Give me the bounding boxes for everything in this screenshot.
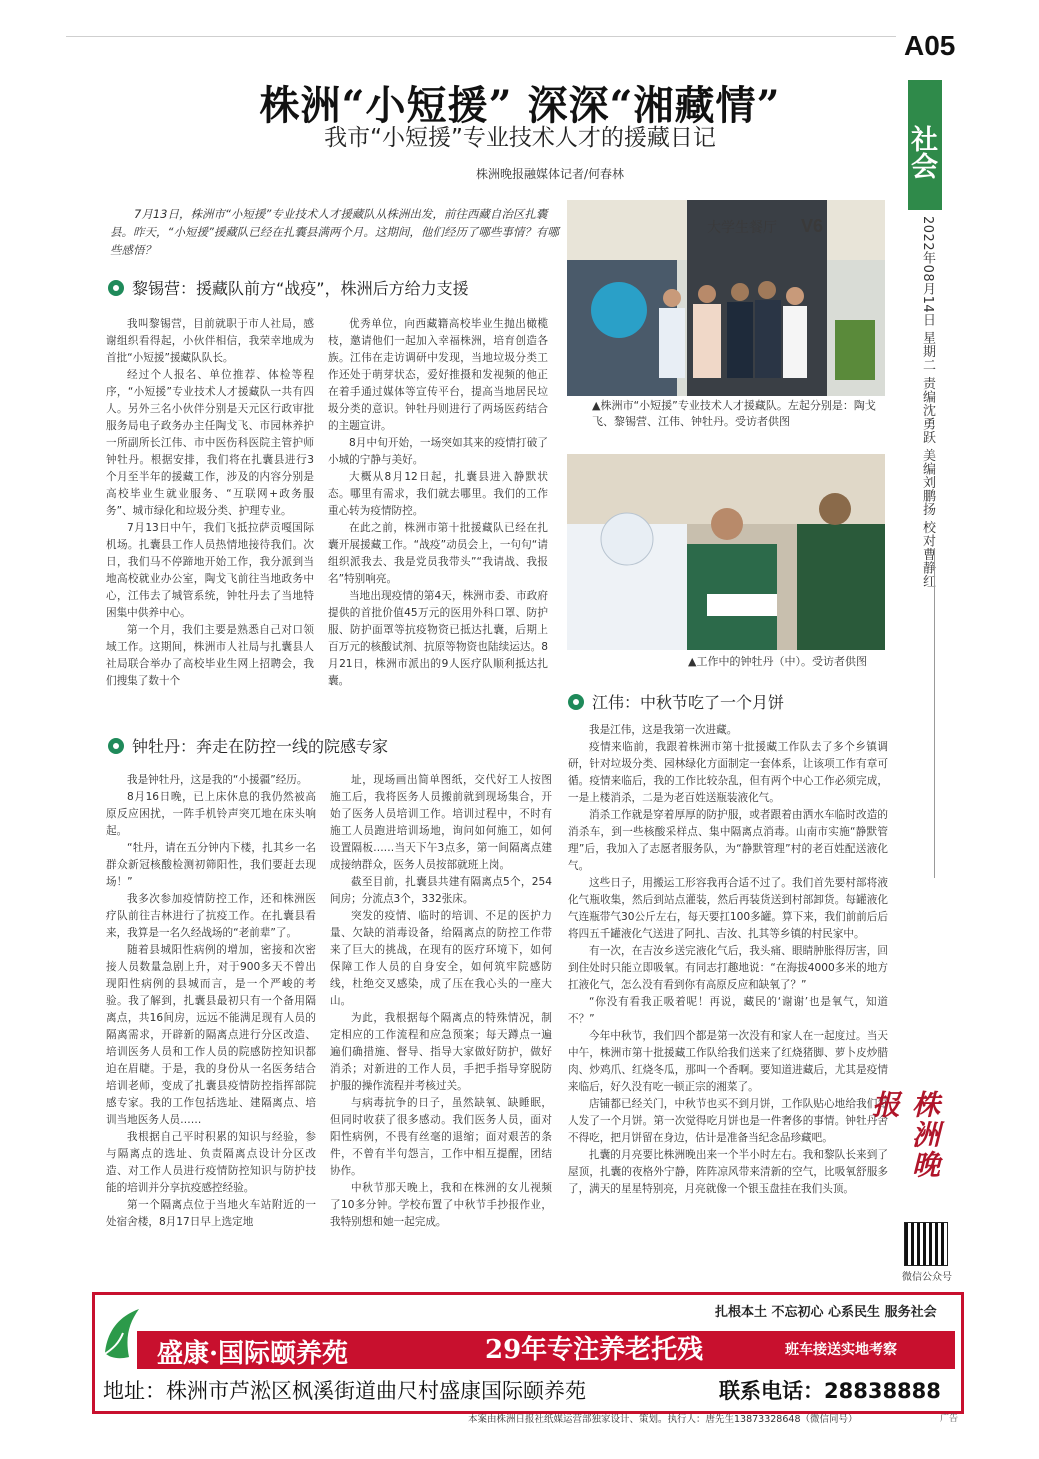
ad-motto: 扎根本土 不忘初心 心系民生 服务社会: [715, 1305, 937, 1320]
ad-footer: 本案由株洲日报社纸媒运营部独家设计、策划。执行人：唐先生13873328648（微信同号）: [468, 1414, 858, 1425]
ad-phone-label: 联系电话：: [719, 1379, 824, 1403]
paragraph: 随着县城阳性病例的增加，密接和次密接人员数量急剧上升，对于900多天不曾出现阳性病例的县城而言，是一个严峻的考验。我了解到，扎囊县最初只有一个备用隔离点，共16间房，远远不能满足现有人员的隔离需求，开辟新的隔离点进行分区改造、培训医务人员和工作人员的院感防控知识都迫在眉睫。于是，我的身份从一名医务结合培训老师，变成了扎囊县疫情防控指挥部院感专家。我的工作包括选址、建隔离点、培训当地医务人员……: [106, 944, 316, 1126]
margin-rule: [934, 548, 935, 878]
headline: 株洲“小短援” 深深“湘藏情”: [259, 82, 781, 129]
svg-text:V6: V6: [801, 216, 824, 236]
work-photo-caption: ▲工作中的钟牡丹（中）。受访者供图: [688, 655, 867, 668]
section-title: 黎锡营：援藏队前方“战疫”，株洲后方给力支援: [132, 279, 469, 298]
ad-tag: 广告: [940, 1414, 959, 1424]
section-jiang-col: [568, 722, 888, 1198]
section-li-col2: [328, 316, 548, 690]
paragraph: 7月13日中午，我们飞抵拉萨贡嘎国际机场。扎囊县工作人员热情地接待我们。次日，我们马不停蹄地开始工作，我分派到当地高校就业办公室，陶戈飞前往当地政务中心，江伟去了城管系统，钟牡丹去了当地特困集中供养中心。: [106, 522, 314, 619]
paragraph: 与病毒抗争的日子，虽然缺氧、缺睡眠，但同时收获了很多感动。我们医务人员，面对阳性病例，不畏有丝毫的退缩；面对艰苦的条件，不曾有半句怨言，工作中相互提醒，团结协作。: [330, 1097, 552, 1177]
paragraph: 第一个隔离点位于当地火车站附近的一处宿舍楼，8月17日早上选定地: [106, 1199, 316, 1228]
dateline: 2022年08月14日 星期二 责编沈勇跃 美编刘鹏扬 校对曹静红: [920, 216, 935, 589]
paragraph: 当地出现疫情的第4天，株洲市委、市政府提供的首批价值45万元的医用外科口罩、防护服、防护面罩等抗疫物资已抵达扎囊，后期上百万元的核酸试剂、抗原等物资也陆续运达。8月21日，株洲市派出的9人医疗队顺利抵达扎囊。: [328, 590, 548, 687]
paragraph: 我是江伟，这是我第一次进藏。: [589, 724, 738, 736]
paragraph: 有一次，在吉汝乡送完液化气后，我头痛、眼睛肿胀得厉害，回到住处时只能立即吸氧。有同志打趣地说：“在海拔4000多米的地方扛液化气，怎么没有看到你有高原反应和缺氧了？”: [568, 945, 888, 991]
section-li-col1: [106, 316, 314, 690]
top-rule: [66, 36, 896, 37]
bullet-icon: [568, 694, 584, 710]
paragraph: 这些日子，用搬运工形容我再合适不过了。我们首先要村部将液化气瓶收集，然后到站点灌装，然后再装货送到村部卸货。每罐液化气连瓶带气30公斤左右，每天要扛100多罐。算下来，我们前前后后将四五千罐液化气送进了阿扎、吉汝、扎其等乡镇的村民家中。: [568, 877, 888, 940]
subheadline: 我市“小短援”专业技术人才的援藏日记: [324, 125, 716, 151]
paragraph: 址，现场画出简单图纸，交代好工人按图施工后，我将医务人员搬前就到现场集合，开始了医务人员培训工作。培训过程中，不时有施工人员跑进培训场地，询问如何施工，如何设置隔板……当天下午3点多，第一间隔离点建成接纳群众，医务人员按部就班上岗。: [330, 774, 552, 871]
section-heading-zhong: [108, 734, 388, 757]
ad-slogan-shuttle: 班车接送实地考察: [785, 1342, 897, 1358]
work-photo: [567, 454, 885, 650]
advertisement[interactable]: [92, 1292, 964, 1414]
bullet-icon: [108, 280, 124, 296]
section-zhong-col2: [330, 772, 552, 1231]
paragraph: “你没有看我正吸着呢！再说，藏民的‘谢谢’也是氧气，知道不？”: [568, 996, 888, 1025]
paragraph: “牡丹，请在五分钟内下楼，扎其乡一名群众新冠核酸检测初筛阳性，我们要赶去现场！”: [106, 842, 316, 888]
byline: 株洲晚报融媒体记者/何春林: [475, 167, 625, 181]
newspaper-logo: 株洲晚报: [868, 1090, 941, 1180]
ad-phone: [719, 1375, 941, 1405]
ad-slogan: 29年专注养老托残: [485, 1335, 704, 1365]
paragraph: 为此，我根据每个隔离点的特殊情况，制定相应的工作流程和应急预案；每天蹲点一遍遍们确措施、督导、指导大家做好防护，做好消杀；对新进的工作人员，手把手指导穿脱防护服的操作流程并考核过关。: [330, 1012, 552, 1092]
paragraph: 我是钟牡丹，这是我的“小援疆”经历。: [127, 774, 308, 786]
paragraph: 今年中秋节，我们四个都是第一次没有和家人在一起度过。当天中午，株洲市第十批援藏工作队给我们送来了红烧猪脚、萝卜皮炒腊肉、炒鸡爪、红烧冬瓜，那叫一个香啊。要知道进藏后，尤其是疫情来临后，好久没有吃一顿正宗的湘菜了。: [568, 1030, 888, 1093]
ad-address: 地址：株洲市芦淞区枫溪街道曲尺村盛康国际颐养苑: [103, 1379, 586, 1403]
qr-label: 微信公众号: [902, 1272, 952, 1283]
paragraph: 第一个月，我们主要是熟悉自己对口领域工作。这期间，株洲市人社局与扎囊县人社局联合举办了高校毕业生网上招聘会，我们搜集了数十个: [106, 624, 314, 687]
section-zhong-col1: [106, 772, 316, 1231]
ad-brand: 盛康·国际颐养苑: [157, 1339, 349, 1369]
paragraph: 在此之前，株洲市第十批援藏队已经在扎囊开展援藏工作。“战疫”动员会上，一句句“请组织派我去、我是党员我带头”“我请战、我报名”特别响亮。: [328, 522, 548, 585]
paragraph: 我叫黎锡营，目前就职于市人社局，感谢组织看得起，小伙伴相信，我荣幸地成为首批“小短援”援藏队队长。: [106, 318, 314, 364]
qr-code-icon[interactable]: [904, 1222, 948, 1266]
paragraph: 8月中旬开始，一场突如其来的疫情打破了小城的宁静与美好。: [328, 437, 548, 466]
bullet-icon: [108, 738, 124, 754]
section-heading-li: [108, 276, 469, 299]
paragraph: 店铺都已经关门，中秋节也买不到月饼，工作队贴心地给我们每人发了一个月饼。第一次觉得吃月饼也是一件奢侈的事情。钟牡丹舍不得吃，把月饼留在身边，估计是准备当纪念品珍藏吧。: [568, 1098, 888, 1144]
team-photo-caption: ▲株洲市“小短援”专业技术人才援藏队。左起分别是：陶戈飞、黎锡营、江伟、钟牡丹。受访者供图: [592, 399, 876, 428]
paragraph: 经过个人报名、单位推荐、体检等程序，“小短援”专业技术人才援藏队一共有四人。另外三名小伙伴分别是天元区行政审批服务局电子政务办主任陶戈飞、市园林养护一所副所长江伟、市中医伤科医院主管护师钟牡丹。根据安排，我们将在扎囊县进行3个月至半年的援藏工作，涉及的内容分别是高校毕业生就业服务、“互联网+政务服务”、城市绿化和垃圾分类、护理专业。: [106, 369, 314, 517]
team-photo-illustration: [567, 200, 885, 396]
paragraph: 大概从8月12日起，扎囊县进入静默状态。哪里有需求，我们就去哪里。我们的工作重心转为疫情防控。: [328, 471, 548, 517]
paragraph: 截至目前，扎囊县共建有隔离点5个，254间房；分流点3个，332张床。: [330, 876, 552, 905]
page-number: A05: [904, 30, 956, 61]
team-photo: [567, 200, 885, 396]
section-title: 钟牡丹：奔走在防控一线的院感专家: [132, 737, 389, 756]
cafeteria-sign: 大学生餐厅: [707, 220, 777, 236]
paragraph: 我根据自己平时积累的知识与经验，参与隔离点的选址、负责隔离点设计分区改造、对工作人员进行疫情防控知识与防护技能的培训并分享抗疫感控经验。: [106, 1131, 316, 1194]
paragraph: 我多次参加疫情防控工作，还和株洲医疗队前往吉林进行了抗疫工作。在扎囊县看来，我算是一名久经战场的“老前辈”了。: [106, 893, 316, 939]
paragraph: 8月16日晚，已上床休息的我仍然被高原反应困扰，一阵手机铃声突兀地在床头响起。: [106, 791, 316, 837]
ad-phone-number[interactable]: 28838888: [824, 1379, 941, 1403]
lead-paragraph: 7月13日，株洲市“小短援”专业技术人才援藏队从株洲出发，前往西藏自治区扎囊县。昨天，“小短援”援藏队已经在扎囊县满两个月。这期间，他们经历了哪些事情？有哪些感悟？: [110, 207, 559, 257]
section-title: 江伟：中秋节吃了一个月饼: [592, 693, 785, 712]
paragraph: 突发的疫情、临时的培训、不足的医护力量、欠缺的消毒设备，给隔离点的防控工作带来了巨大的挑战，在现有的医疗环境下，如何保障工作人员的自身安全，如何筑牢院感防线，杜绝交叉感染，成了压在我心头的一座大山。: [330, 910, 552, 1007]
paragraph: 疫情来临前，我跟着株洲市第十批援藏工作队去了多个乡镇调研，针对垃圾分类、园林绿化方面制定一套体系，让该项工作有章可循。疫情来临后，我的工作比较杂乱，但有两个中心工作必须完成，一是上楼消杀，二是为老百姓送瓶装液化气。: [568, 741, 888, 804]
work-photo-illustration: [567, 454, 885, 650]
section-tab: 社会: [908, 80, 942, 210]
paragraph: 优秀单位，向西藏籍高校毕业生抛出橄榄枝，邀请他们一起加入幸福株洲，培育创造各族。江伟在走访调研中发现，当地垃圾分类工作还处于萌芽状态，爱好推摄和发视频的他正在着手通过媒体等宣传平台，提高当地居民垃圾分类的意识。钟牡丹则进行了两场医药结合的主题宣讲。: [328, 318, 548, 432]
paragraph: 中秋节那天晚上，我和在株洲的女儿视频了10多分钟。学校布置了中秋节手抄报作业，我特别想和她一起完成。: [330, 1182, 552, 1228]
paragraph: 扎囊的月亮要比株洲晚出来一个半小时左右。我和黎队长来到了屋顶，扎囊的夜格外宁静，阵阵凉风带来清新的空气，比吸氧舒服多了，满天的星星特别亮，月亮就像一个银玉盘挂在我们头顶。: [568, 1149, 888, 1195]
section-heading-jiang: [568, 690, 784, 713]
paragraph: 消杀工作就是穿着厚厚的防护服，或者跟着由洒水车临时改造的消杀车，到一些核酸采样点、集中隔离点消毒。山南市实施“静默管理”后，我加入了志愿者服务队，为“静默管理”村的老百姓配送液化气。: [568, 809, 888, 872]
